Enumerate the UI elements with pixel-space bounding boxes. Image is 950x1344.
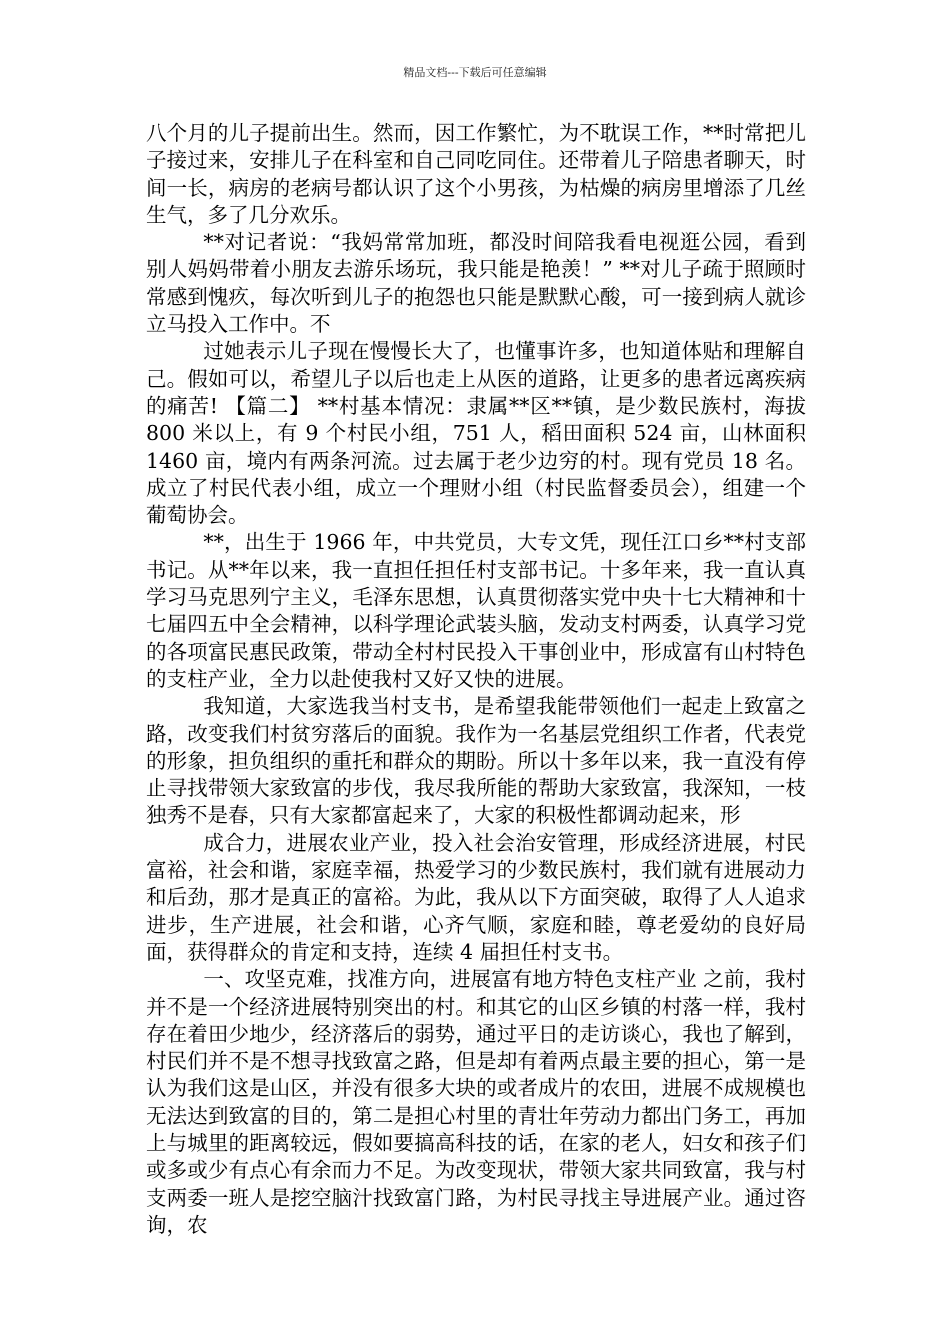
paragraph-2: **对记者说：“我妈常常加班，都没时间陪我看电视逛公园，看到别人妈妈带着小朋友去游乐场玩，我只能是艳羡！” **对儿子疏于照顾时常感到愧疚，每次听到儿子的抱怨也只能是默默心酸，可一接到病人就诊立马投入工作中。不 bbox=[146, 230, 806, 337]
paragraph-4: **，出生于 1966 年，中共党员，大专文凭，现任江口乡**村支部书记。从**年以来，我一直担任担任村支部书记。十多年来，我一直认真学习马克思列宁主义，毛泽东思想，认真贯彻落实党中央十七大精神和十七届四五中全会精神，以科学理论武装头脑，发动支村两委，认真学习党的各项富民惠民政策，带动全村村民投入干事创业中，形成富有山村特色的支柱产业，全力以赴使我村又好又快的进展。 bbox=[146, 530, 806, 691]
paragraph-5: 我知道，大家选我当村支书，是希望我能带领他们一起走上致富之路，改变我们村贫穷落后的面貌。我作为一名基层党组织工作者，代表党的形象，担负组织的重托和群众的期盼。所以十多年以来，我一直没有停止寻找带领大家致富的步伐，我尽我所能的帮助大家致富，我深知，一枝独秀不是春，只有大家都富起来了，大家的积极性都调动起来，形 bbox=[146, 694, 806, 828]
paragraph-1: 八个月的儿子提前出生。然而，因工作繁忙，为不耽误工作，**时常把儿子接过来，安排儿子在科室和自己同吃同住。还带着儿子陪患者聊天，时间一长，病房的老病号都认识了这个小男孩，为枯燥的病房里增添了几丝生气，多了几分欢乐。 bbox=[146, 121, 806, 227]
page-header: 精品文档---下载后可任意编辑 bbox=[403, 66, 547, 79]
paragraph-3: 过她表示儿子现在慢慢长大了，也懂事许多，也知道体贴和理解自己。假如可以，希望儿子以后也走上从医的道路，让更多的患者远离疾病的痛苦! 【篇二】 **村基本情况：隶属**区**镇，是少数民族村，海拔 800 米以上，有 9 个村民小组，751 人，稻田面积 524 亩，山林面积 1460 亩，境内有两条河流。过去属于老少边穷的村。现有党员 18 名。成立了村民代表小组，成立一个理财小组（村民监督委员会），组建一个葡萄协会。 bbox=[146, 339, 806, 528]
paragraph-7: 一、攻坚克难，找准方向，进展富有地方特色支柱产业 之前，我村并不是一个经济进展特别突出的村。和其它的山区乡镇的村落一样，我村存在着田少地少，经济落后的弱势，通过平日的走访谈心，我也了解到，村民们并不是不想寻找致富之路，但是却有着两点最主要的担心，第一是认为我们这是山区，并没有很多大块的或者成片的农田，进展不成规模也无法达到致富的目的，第二是担心村里的青壮年劳动力都出门务工，再加上与城里的距离较远，假如要搞高科技的话，在家的老人，妇女和孩子们或多或少有点心有余而力不足。为改变现状，带领大家共同致富，我与村支两委一班人是挖空脑汁找致富门路，为村民寻找主导进展产业。通过咨询，农 bbox=[146, 967, 806, 1237]
paragraph-6: 成合力，进展农业产业，投入社会治安管理，形成经济进展，村民富裕，社会和谐，家庭幸福，热爱学习的少数民族村，我们就有进展动力和后劲，那才是真正的富裕。为此，我从以下方面突破，取得了人人追求进步，生产进展，社会和谐，心齐气顺，家庭和睦，尊老爱幼的良好局面，获得群众的肯定和支持，连续 4 届担任村支书。 bbox=[146, 830, 806, 964]
document-body bbox=[146, 120, 806, 1239]
